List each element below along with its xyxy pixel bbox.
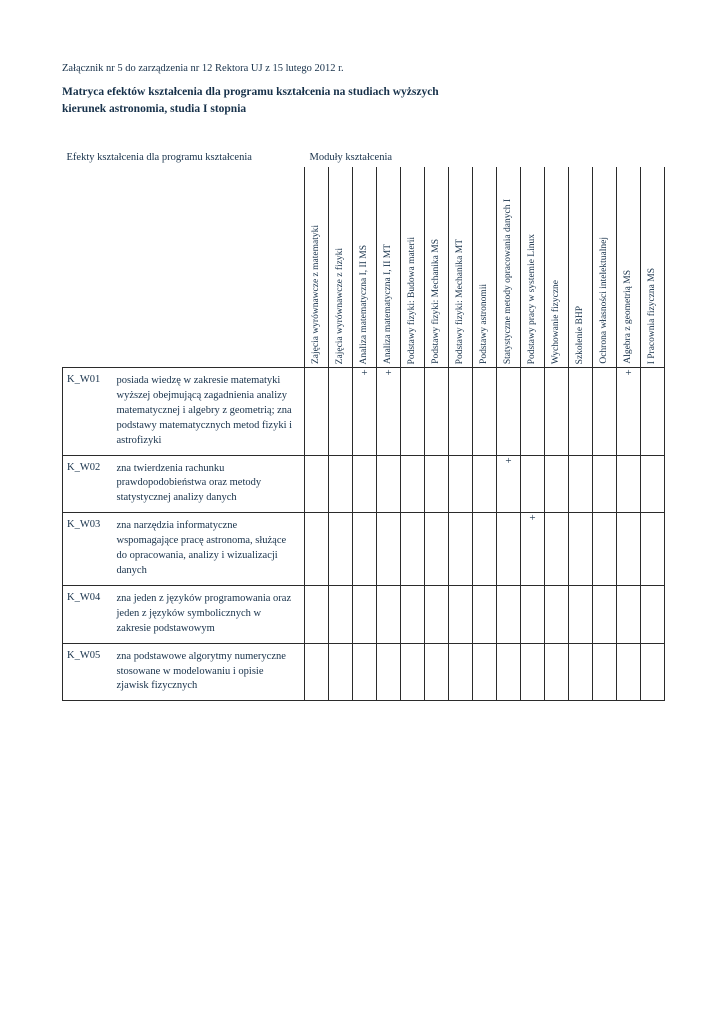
matrix-cell [593, 513, 617, 586]
matrix-cell [353, 585, 377, 643]
matrix-cell [473, 455, 497, 513]
matrix-cell [569, 585, 593, 643]
column-header-8 [497, 167, 521, 368]
document-header [62, 62, 662, 119]
column-header-9 [521, 167, 545, 368]
outcome-description: zna jeden z języków programowania oraz jeden z języków symbolicznych w zakresie podstawowym [115, 585, 305, 643]
column-header-label: Podstawy fizyki: Mechanika MT [454, 238, 465, 364]
matrix-cell [545, 368, 569, 456]
matrix-cell [473, 585, 497, 643]
matrix-cell [401, 368, 425, 456]
matrix-cell [521, 368, 545, 456]
matrix-cell [641, 585, 665, 643]
matrix-cell [305, 585, 329, 643]
matrix-cell [521, 643, 545, 701]
matrix-cell [305, 643, 329, 701]
column-header-label: Zajęcia wyrównawcze z fizyki [334, 247, 345, 364]
column-header-label: Szkolenie BHP [574, 305, 585, 364]
column-header-label: Podstawy pracy w systemie Linux [526, 233, 537, 364]
header-spacer [63, 167, 305, 368]
matrix-cell [305, 455, 329, 513]
matrix-cell [377, 455, 401, 513]
matrix-cell [401, 455, 425, 513]
matrix-cell [449, 455, 473, 513]
document-title [62, 84, 662, 120]
matrix-cell [425, 455, 449, 513]
column-header-11 [569, 167, 593, 368]
document-title-line-2: kierunek astronomia, studia I stopnia [62, 103, 247, 116]
matrix-cell [401, 513, 425, 586]
matrix-cell [569, 643, 593, 701]
matrix-table-container [62, 146, 664, 701]
outcome-code: K_W04 [63, 585, 115, 643]
column-header-label: Zajęcia wyrównawcze z matematyki [310, 225, 321, 364]
matrix-cell [425, 368, 449, 456]
column-header-label: Ochrona własności intelektualnej [598, 237, 609, 364]
column-header-label: Podstawy astronomii [478, 284, 489, 364]
mark-value: + [385, 367, 392, 379]
matrix-cell [497, 643, 521, 701]
matrix-cell [569, 513, 593, 586]
matrix-cell [353, 455, 377, 513]
matrix-cell [569, 455, 593, 513]
column-header-5 [425, 167, 449, 368]
column-header-label: Analiza matematyczna I, II MT [382, 243, 393, 364]
matrix-cell [617, 585, 641, 643]
matrix-cell [593, 643, 617, 701]
outcome-description: zna twierdzenia rachunku prawdopodobieństwa oraz metody statystycznej analizy danych [115, 455, 305, 513]
matrix-cell [521, 455, 545, 513]
column-header-6 [449, 167, 473, 368]
table-row [63, 513, 665, 586]
table-row [63, 455, 665, 513]
matrix-cell [617, 368, 641, 456]
matrix-cell [329, 513, 353, 586]
column-header-13 [617, 167, 641, 368]
matrix-cell [449, 368, 473, 456]
matrix-header-row-titles [63, 146, 665, 167]
matrix-cell [545, 585, 569, 643]
matrix-cell [329, 455, 353, 513]
matrix-cell [377, 368, 401, 456]
matrix-cell [593, 455, 617, 513]
outcome-description: posiada wiedzę w zakresie matematyki wyższej obejmującą zagadnienia analizy matematycznej i algebry z geometrią; zna podstawy matematycznych metod fizyki i astrofizyki [115, 368, 305, 456]
matrix-cell [593, 368, 617, 456]
matrix-cell [329, 368, 353, 456]
table-row [63, 585, 665, 643]
outcome-code: K_W02 [63, 455, 115, 513]
document-reference: Załącznik nr 5 do zarządzenia nr 12 Rektora UJ z 15 lutego 2012 r. [62, 63, 344, 74]
column-header-label: Analiza matematyczna I, II MS [358, 244, 369, 364]
matrix-cell [449, 585, 473, 643]
outcome-description: zna narzędzia informatyczne wspomagające pracę astronoma, służące do opracowania, analizy i wizualizacji danych [115, 513, 305, 586]
column-header-14 [641, 167, 665, 368]
matrix-cell [545, 455, 569, 513]
column-header-12 [593, 167, 617, 368]
matrix-cell [377, 585, 401, 643]
matrix-cell [617, 513, 641, 586]
matrix-cell [377, 643, 401, 701]
matrix-cell [449, 513, 473, 586]
header-modules-label: Moduły kształcenia [309, 152, 393, 163]
outcome-description: zna podstawowe algorytmy numeryczne stosowane w modelowaniu i opisie zjawisk fizycznych [115, 643, 305, 701]
column-header-7 [473, 167, 497, 368]
header-effects-label: Efekty kształcenia dla programu kształcenia [66, 152, 252, 163]
matrix-cell [305, 368, 329, 456]
matrix-cell [401, 585, 425, 643]
outcome-code: K_W03 [63, 513, 115, 586]
matrix-cell [617, 455, 641, 513]
matrix-cell [329, 585, 353, 643]
matrix-cell [497, 455, 521, 513]
matrix-cell [401, 643, 425, 701]
matrix-cell [473, 368, 497, 456]
outcome-code: K_W05 [63, 643, 115, 701]
matrix-cell [305, 513, 329, 586]
matrix-cell [497, 368, 521, 456]
column-header-2 [353, 167, 377, 368]
matrix-cell [593, 585, 617, 643]
matrix-cell [497, 513, 521, 586]
matrix-cell [377, 513, 401, 586]
mark-value: + [529, 512, 536, 525]
document-title-line-1: Matryca efektów kształcenia dla programu kształcenia na studiach wyższych [62, 85, 439, 98]
matrix-cell [425, 513, 449, 586]
learning-outcomes-matrix [62, 146, 665, 701]
matrix-cell [641, 643, 665, 701]
matrix-cell [545, 513, 569, 586]
matrix-cell [353, 368, 377, 456]
matrix-cell [353, 513, 377, 586]
matrix-cell [353, 643, 377, 701]
mark-value: + [505, 454, 512, 467]
column-header-label: Podstawy fizyki: Mechanika MS [430, 239, 441, 364]
matrix-cell [425, 643, 449, 701]
matrix-cell [329, 643, 353, 701]
matrix-header-row-columns [63, 167, 665, 368]
mark-value: + [625, 367, 632, 379]
table-row [63, 643, 665, 701]
matrix-body [63, 146, 665, 701]
column-header-label: Algebra z geometrią MS [622, 270, 633, 364]
matrix-cell [641, 513, 665, 586]
mark-value: + [361, 367, 368, 379]
matrix-cell [473, 643, 497, 701]
column-header-label: Wychowanie fizyczne [550, 279, 561, 364]
matrix-cell [521, 513, 545, 586]
outcome-code: K_W01 [63, 368, 115, 456]
matrix-cell [497, 585, 521, 643]
table-row [63, 368, 665, 456]
column-header-1 [329, 167, 353, 368]
column-header-label: Podstawy fizyki: Budowa materii [406, 236, 417, 364]
matrix-cell [569, 368, 593, 456]
matrix-cell [545, 643, 569, 701]
matrix-cell [641, 368, 665, 456]
column-header-0 [305, 167, 329, 368]
column-header-4 [401, 167, 425, 368]
column-header-3 [377, 167, 401, 368]
matrix-cell [473, 513, 497, 586]
matrix-cell [641, 455, 665, 513]
matrix-cell [449, 643, 473, 701]
matrix-cell [521, 585, 545, 643]
matrix-cell [617, 643, 641, 701]
matrix-cell [425, 585, 449, 643]
column-header-10 [545, 167, 569, 368]
column-header-label: Statystyczne metody opracowania danych I [502, 198, 513, 364]
column-header-label: I Pracownia fizyczna MS [646, 267, 657, 364]
